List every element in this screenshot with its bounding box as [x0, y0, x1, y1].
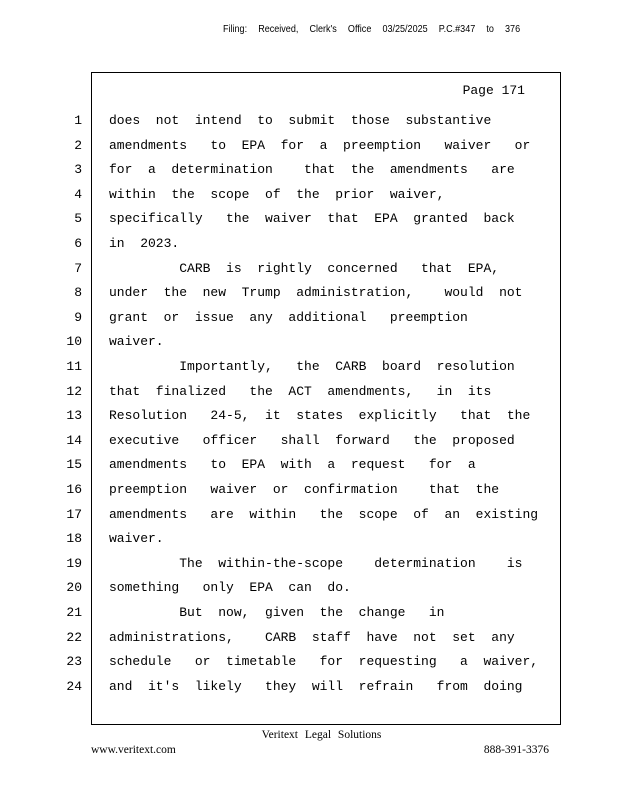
line-text: and it's likely they will refrain from doing [109, 678, 523, 694]
line-number: 12 [66, 383, 82, 399]
line-text: within the scope of the prior waiver, [109, 186, 445, 202]
line-number: 24 [66, 678, 82, 694]
line-text: something only EPA can do. [109, 580, 351, 596]
received-label: Received, [258, 23, 299, 35]
line-number: 19 [66, 555, 82, 571]
filing-label: Filing: [223, 23, 248, 35]
line-text: that finalized the ACT amendments, in its [109, 383, 492, 399]
line-number: 7 [74, 260, 82, 276]
line-text: schedule or timetable for requesting a waiver, [109, 654, 539, 670]
line-text: grant or issue any additional preemption [109, 309, 468, 325]
line-text: Importantly, the CARB board resolution [109, 359, 515, 374]
line-number: 23 [66, 654, 82, 670]
line-number: 2 [74, 137, 82, 153]
office-label: Office [347, 23, 372, 35]
line-text: for a determination that the amendments are [109, 162, 515, 178]
line-number: 14 [66, 432, 82, 448]
pc-number: P.C.#347 [438, 23, 476, 35]
line-text: Resolution 24-5, it states explicitly that the [109, 408, 531, 424]
line-text: CARB is rightly concerned that EPA, [109, 260, 500, 276]
line-text: preemption waiver or confirmation that the [109, 482, 500, 497]
line-number: 18 [66, 531, 82, 547]
clerks-label: Clerk's [309, 23, 337, 35]
line-number: 17 [66, 506, 82, 522]
line-text: But now, given the change in [109, 605, 445, 620]
line-text: executive officer shall forward the proposed [109, 432, 515, 448]
line-number: 8 [74, 285, 82, 301]
line-number: 5 [74, 211, 82, 227]
line-text: in 2023. [109, 236, 180, 251]
line-text: amendments to EPA with a request for a [109, 457, 476, 473]
footer-website: www.veritext.com [91, 744, 176, 756]
line-number: 10 [66, 334, 82, 350]
line-number: 21 [66, 605, 82, 620]
line-number: 1 [74, 113, 82, 128]
line-number: 13 [66, 408, 82, 424]
line-number: 4 [74, 186, 82, 202]
line-text: does not intend to submit those substantive [109, 113, 492, 128]
line-number: 6 [74, 236, 82, 251]
line-text: under the new Trump administration, would not [109, 285, 523, 301]
line-number: 16 [66, 482, 82, 497]
filing-header [223, 23, 529, 35]
to-label: to [486, 23, 494, 35]
line-text: administrations, CARB staff have not set any [109, 629, 515, 645]
line-text: waiver. [109, 531, 164, 547]
line-text: amendments to EPA for a preemption waiver or [109, 137, 531, 153]
filing-date: 03/25/2025 [382, 23, 428, 35]
line-number: 22 [66, 629, 82, 645]
line-number: 3 [74, 162, 82, 178]
line-text: waiver. [109, 334, 164, 350]
line-number: 11 [66, 359, 82, 374]
page-number: Page 171 [462, 83, 525, 98]
footer-company: Veritext Legal Solutions [261, 729, 382, 741]
line-number: 9 [74, 309, 82, 325]
page-end: 376 [505, 23, 521, 35]
line-number: 15 [66, 457, 82, 473]
line-text: specifically the waiver that EPA granted back [109, 211, 515, 227]
footer-phone: 888-391-3376 [483, 744, 549, 756]
line-text: amendments are within the scope of an existing [109, 506, 539, 522]
line-number: 20 [66, 580, 82, 596]
line-text: The within-the-scope determination is [109, 555, 523, 571]
